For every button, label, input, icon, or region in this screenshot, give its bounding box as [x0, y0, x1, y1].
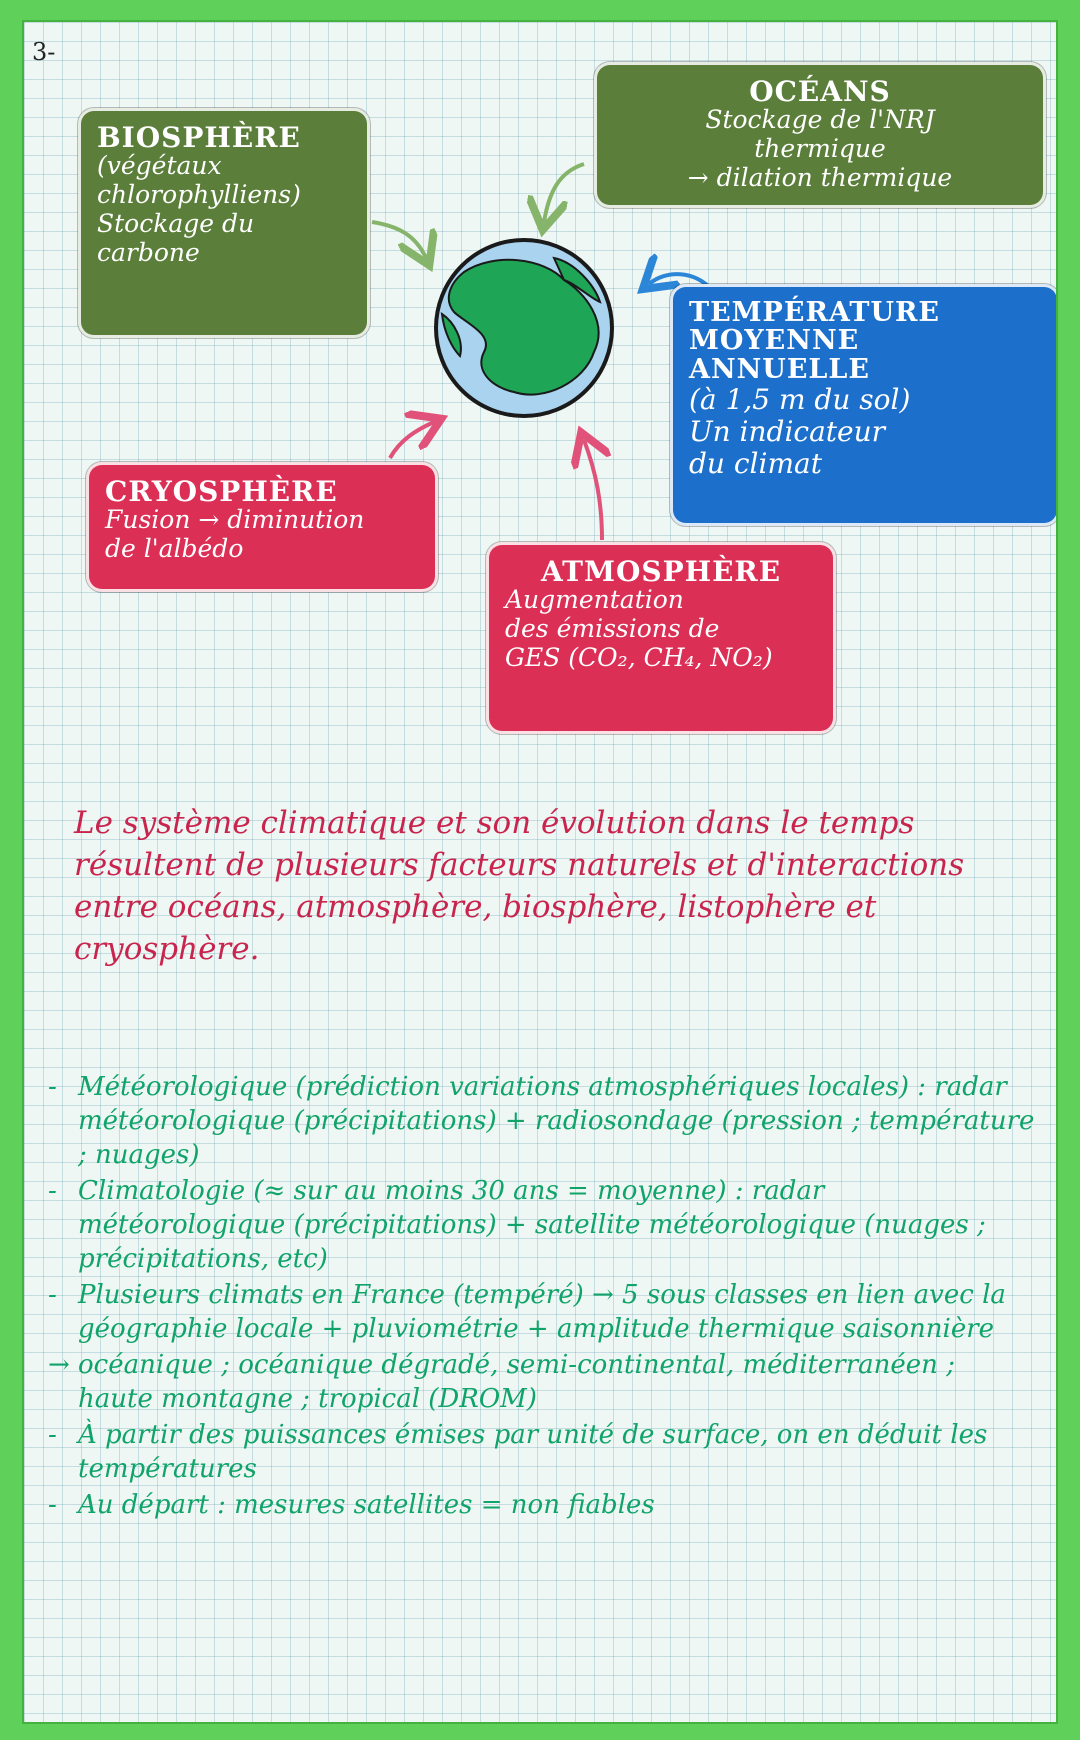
note-text: Au départ : mesures satellites = non fiables: [78, 1490, 655, 1520]
bullet-marker: -: [48, 1420, 57, 1450]
note-text: océanique ; océanique dégradé, semi-continental, méditerranéen ; haute montagne ; tropical (DROM): [78, 1350, 955, 1414]
bullet-marker: -: [48, 1072, 57, 1102]
oceans-box: [594, 62, 1046, 208]
cryosphere-body: Fusion → diminution de l'albédo: [105, 505, 365, 564]
note-text: Plusieurs climats en France (tempéré) → 5 sous classes en lien avec la géographie locale + pluviométrie + amplitude thermique saisonnière: [78, 1280, 1006, 1344]
bullet-marker: -: [48, 1490, 57, 1520]
temperature-body: (à 1,5 m du sol) Un indicateur du climat: [689, 383, 911, 481]
note-text: À partir des puissances émises par unité de surface, on en déduit les températures: [78, 1420, 988, 1484]
arrow-cryosphere-to-globe: [390, 422, 434, 458]
biosphere-title: BIOSPHÈRE: [97, 121, 301, 154]
atmosphere-title: ATMOSPHÈRE: [540, 555, 782, 588]
list-item: [48, 1418, 1038, 1486]
note-text: Météorologique (prédiction variations atmosphériques locales) : radar météorologique (précipitations) + radiosondage (pression ; température ; nuages): [78, 1072, 1035, 1170]
cryosphere-title: CRYOSPHÈRE: [105, 475, 338, 508]
list-item: [48, 1488, 1038, 1522]
oceans-body: Stockage de l'NRJ thermique → dilation thermique: [687, 105, 953, 192]
list-item: [48, 1070, 1038, 1172]
temperature-box: [670, 284, 1056, 526]
biosphere-box: [78, 108, 370, 338]
atmosphere-box: [486, 542, 836, 734]
cryosphere-box: [86, 462, 438, 592]
arrow-marker: →: [48, 1350, 70, 1380]
page-number: 3-: [32, 38, 56, 66]
biosphere-body: (végétaux chlorophylliens) Stockage du carbone: [97, 151, 301, 267]
bullet-marker: -: [48, 1280, 57, 1310]
notebook-page: [24, 22, 1056, 1722]
earth-globe-icon: [436, 240, 612, 416]
summary-paragraph: Le système climatique et son évolution dans le temps résultent de plusieurs facteurs naturels et d'interactions entre océans, atmosphère, biosphère, listophère et cryosphère.: [74, 805, 965, 967]
arrow-biosphere-to-globe: [372, 222, 426, 258]
list-item: [48, 1278, 1038, 1346]
arrow-oceans-to-globe: [544, 164, 584, 222]
temperature-title: TEMPÉRATURE MOYENNE ANNUELLE: [689, 297, 941, 385]
list-item: [48, 1174, 1038, 1276]
atmosphere-body: Augmentation des émissions de GES (CO₂, CH₄, NO₂): [505, 585, 773, 672]
notes-list: [48, 1070, 1038, 1524]
arrow-atmosphere-to-globe: [584, 440, 602, 540]
note-text: Climatologie (≈ sur au moins 30 ans = moyenne) : radar météorologique (précipitations) + satellite météorologique (nuages ; précipitations, etc): [78, 1176, 986, 1274]
bullet-marker: -: [48, 1176, 57, 1206]
list-item: [48, 1348, 1038, 1416]
oceans-title: OCÉANS: [749, 75, 891, 108]
